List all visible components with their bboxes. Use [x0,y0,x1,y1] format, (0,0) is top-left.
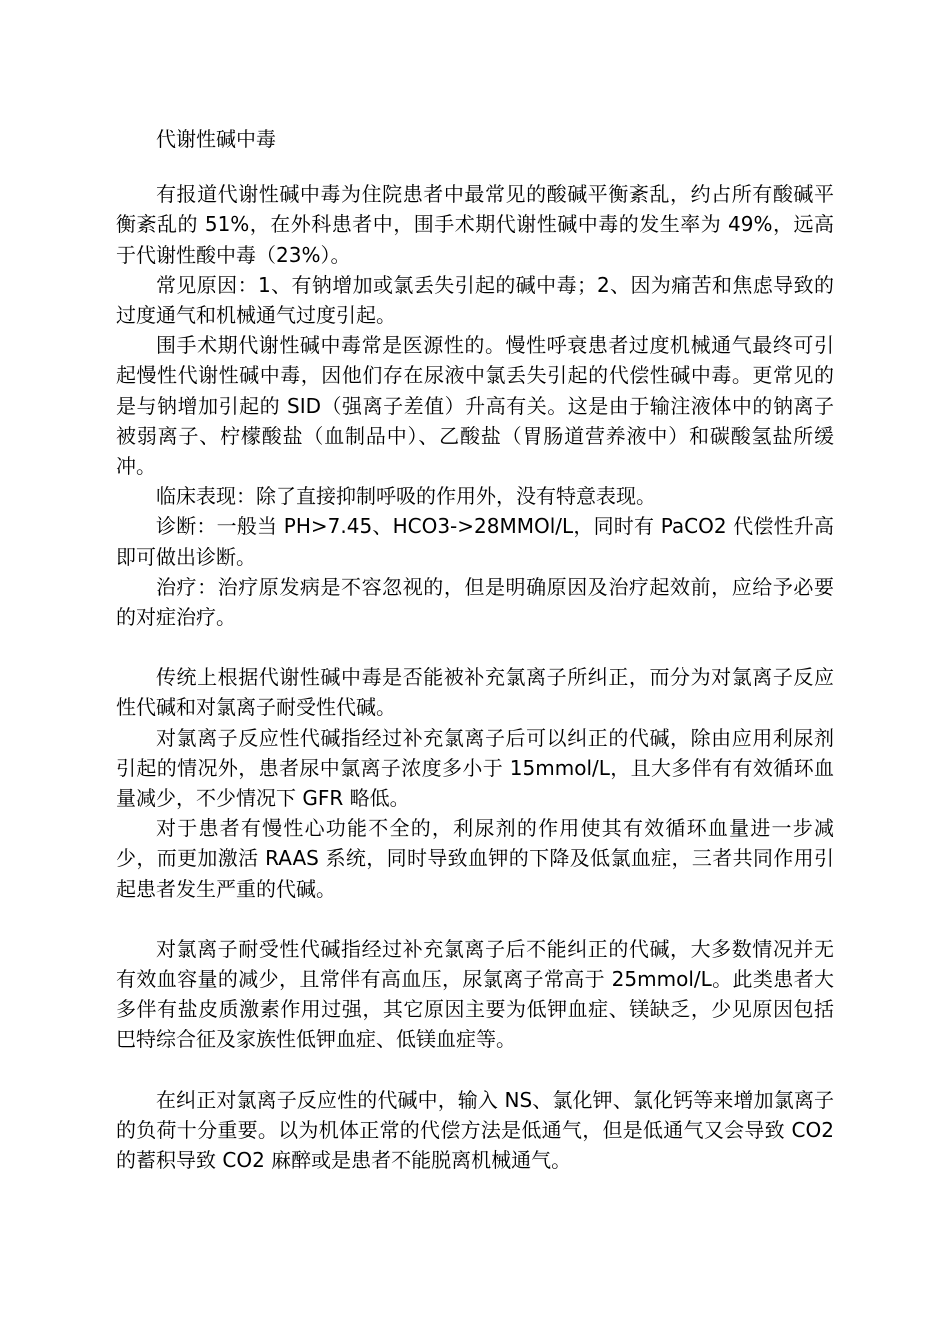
paragraph-correction: 在纠正对氯离子反应性的代碱中，输入 NS、氯化钾、氯化钙等来增加氯离子的负荷十分重要。以为机体正常的代偿方法是低通气，但是低通气又会导致 CO2 的蓄积导致 CO2 麻醉或是患者不能脱离机械通气。 [116,1087,834,1173]
paragraph-common-causes: 常见原因：1、有钠增加或氯丢失引起的碱中毒；2、因为痛苦和焦虑导致的过度通气和机械通气过度引起。 [116,272,834,328]
document-title: 代谢性碱中毒 [156,127,276,151]
paragraph-chloride-responsive: 对氯离子反应性代碱指经过补充氯离子后可以纠正的代碱，除由应用利尿剂引起的情况外，患者尿中氯离子浓度多小于 15mmol/L，且大多伴有有效循环血量减少，不少情况下 GFR 略低。 [116,725,834,811]
paragraph-spacer [116,632,834,662]
paragraph-diagnosis: 诊断：一般当 PH>7.45、HCO3->28MMOl/L，同时有 PaCO2 代偿性升高即可做出诊断。 [116,514,834,569]
paragraph-perioperative: 围手术期代谢性碱中毒常是医源性的。慢性呼衰患者过度机械通气最终可引起慢性代谢性碱中毒，因他们存在尿液中氯丢失引起的代偿性碱中毒。更常见的是与钠增加引起的 SID（强离子差值）升高有关。这是由于输注液体中的钠离子被弱离子、柠檬酸盐（血制品中）、乙酸盐（胃肠道营养液中）和碳酸氢盐所缓冲。 [116,333,834,479]
paragraph-clinical-manifestation: 临床表现：除了直接抑制呼吸的作用外，没有特意表现。 [156,484,656,509]
paragraph-incidence: 有报道代谢性碱中毒为住院患者中最常见的酸碱平衡紊乱，约占所有酸碱平衡紊乱的 51%，在外科患者中，围手术期代谢性碱中毒的发生率为 49%，远高于代谢性酸中毒（23%）。 [116,182,834,267]
paragraph-classification: 传统上根据代谢性碱中毒是否能被补充氯离子所纠正，而分为对氯离子反应性代碱和对氯离子耐受性代碱。 [116,665,834,720]
paragraph-spacer [116,904,834,934]
paragraph-treatment: 治疗：治疗原发病是不容忽视的，但是明确原因及治疗起效前，应给予必要的对症治疗。 [116,574,834,630]
paragraph-chloride-resistant: 对氯离子耐受性代碱指经过补充氯离子后不能纠正的代碱，大多数情况并无有效血容量的减少，且常伴有高血压，尿氯离子常高于 25mmol/L。此类患者大多伴有盐皮质激素作用过强，其它原因主要为低钾血症、镁缺乏，少见原因包括巴特综合征及家族性低钾血症、低镁血症等。 [116,936,834,1052]
paragraph-heart-failure: 对于患者有慢性心功能不全的，利尿剂的作用使其有效循环血量进一步减少，而更加激活 RAAS 系统，同时导致血钾的下降及低氯血症，三者共同作用引起患者发生严重的代碱。 [116,816,834,901]
document-body [116,124,834,1175]
paragraph-spacer [116,1055,834,1085]
